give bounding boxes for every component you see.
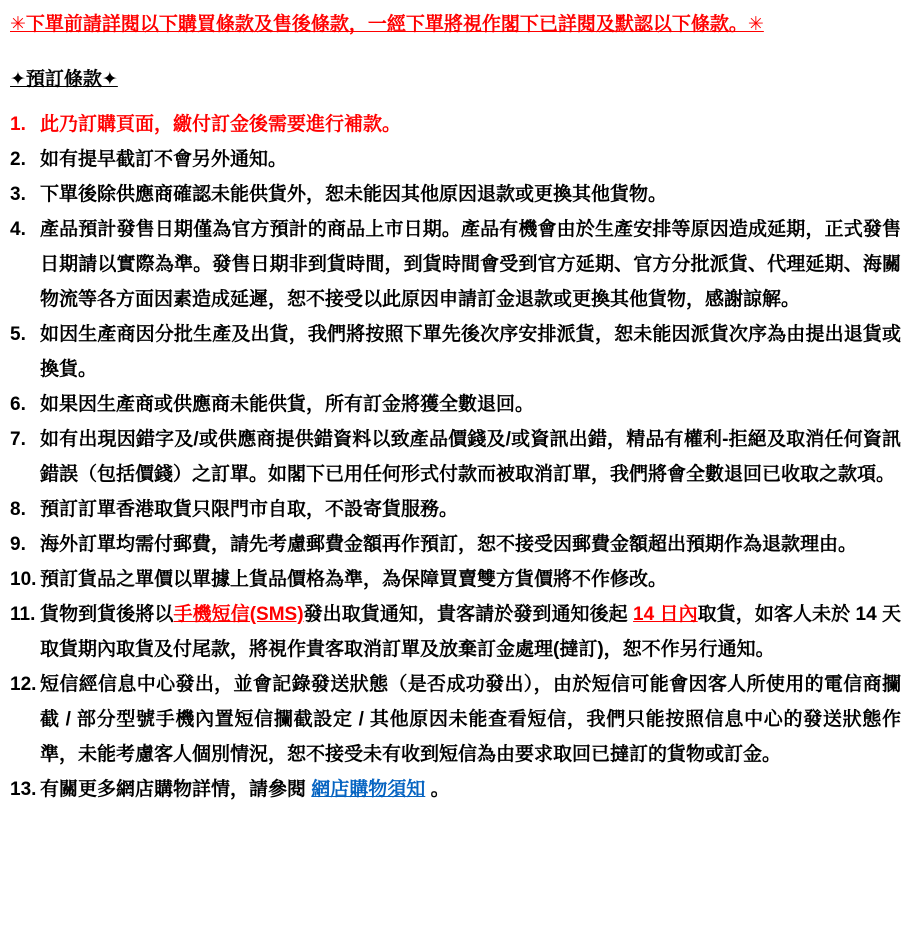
term-text-segment: 有關更多網店購物詳情，請參閱 (40, 779, 312, 800)
term-item-5 (10, 317, 901, 387)
term-item-2 (10, 142, 901, 177)
term-text-segment: 取貨，如客人未於 14 天取貨期內取貨及付尾款，將視作貴客取消訂單及放棄訂金處理(撻訂)，恕不作另行通知。 (40, 604, 901, 660)
term-text (40, 667, 901, 772)
term-item-11 (10, 597, 901, 667)
term-item-1 (10, 107, 901, 142)
term-item-12 (10, 667, 901, 772)
term-item-7 (10, 422, 901, 492)
term-item-13 (10, 772, 901, 807)
term-text (40, 422, 901, 492)
term-text (40, 387, 901, 422)
term-text (40, 527, 901, 562)
term-text-segment: 下單後除供應商確認未能供貨外，恕未能因其他原因退款或更換其他貨物。 (40, 184, 668, 205)
section-header-preorder-terms: ✦預訂條款✦ (10, 69, 118, 90)
term-number: 6. (10, 394, 26, 415)
term-text-segment: 預訂貨品之單價以單據上貨品價格為準，為保障買賣雙方貨價將不作修改。 (40, 569, 668, 590)
term-number: 4. (10, 219, 26, 240)
term-text (40, 562, 901, 597)
term-text (40, 597, 901, 667)
term-item-8 (10, 492, 901, 527)
term-text (40, 772, 901, 807)
term-item-4 (10, 212, 901, 317)
term-number: 9. (10, 534, 26, 555)
shop-notice-link[interactable]: 網店購物須知 (311, 779, 426, 800)
page-title: ✳下單前請詳閱以下購買條款及售後條款，一經下單將視作閣下已詳閱及默認以下條款。✳ (10, 14, 764, 35)
term-number: 13. (10, 779, 37, 800)
term-number: 11. (10, 604, 36, 625)
term-number: 5. (10, 324, 26, 345)
pickup-deadline-highlight: 14 日內 (633, 604, 698, 625)
term-number: 8. (10, 499, 26, 520)
term-item-9 (10, 527, 901, 562)
term-number: 1. (10, 114, 26, 135)
term-item-6 (10, 387, 901, 422)
term-text (40, 177, 901, 212)
term-text-segment: 發出取貨通知，貴客請於發到通知後起 (303, 604, 634, 625)
term-number: 12. (10, 674, 37, 695)
term-item-10 (10, 562, 901, 597)
term-text (40, 142, 901, 177)
term-text (40, 492, 901, 527)
term-text-segment: 此乃訂購頁面，繳付訂金後需要進行補款。 (40, 114, 402, 135)
term-text (40, 107, 901, 142)
term-text-segment: 如因生產商因分批生產及出貨，我們將按照下單先後次序安排派貨，恕未能因派貨次序為由提出退貨或換貨。 (40, 324, 901, 380)
term-item-3 (10, 177, 901, 212)
sms-notice-highlight: 手機短信(SMS) (173, 604, 304, 625)
term-number: 7. (10, 429, 26, 450)
term-text-segment: 產品預計發售日期僅為官方預計的商品上市日期。產品有機會由於生產安排等原因造成延期，正式發售日期請以實際為準。發售日期非到貨時間，到貨時間會受到官方延期、官方分批派貨、代理延期、海關物流等各方面因素造成延遲，恕不接受以此原因申請訂金退款或更換其他貨物，感謝諒解。 (40, 219, 901, 310)
term-text-segment: 貨物到貨後將以 (40, 604, 174, 625)
term-number: 3. (10, 184, 26, 205)
term-text-segment: 預訂訂單香港取貨只限門市自取，不設寄貨服務。 (40, 499, 459, 520)
term-text (40, 317, 901, 387)
term-text-segment: 如有出現因錯字及/或供應商提供錯資料以致產品價錢及/或資訊出錯，精品有權利-拒絕及取消任何資訊錯誤（包括價錢）之訂單。如閣下已用任何形式付款而被取消訂單，我們將會全數退回已收取之款項。 (40, 429, 901, 485)
term-text (40, 212, 901, 317)
term-number: 10. (10, 569, 37, 590)
term-text-segment: 如有提早截訂不會另外通知。 (40, 149, 288, 170)
term-number: 2. (10, 149, 26, 170)
term-text-segment: 海外訂單均需付郵費，請先考慮郵費金額再作預訂，恕不接受因郵費金額超出預期作為退款理由。 (40, 534, 858, 555)
term-text-segment: 短信經信息中心發出，並會記錄發送狀態（是否成功發出），由於短信可能會因客人所使用的電信商攔截 / 部分型號手機內置短信攔截設定 / 其他原因未能查看短信，我們只能按照信息中心的發送狀態作準，未能考慮客人個別情況，恕不接受未有收到短信為由要求取回已撻訂的貨物或訂金。 (40, 674, 901, 765)
term-text-segment: 。 (425, 779, 450, 800)
terms-list (10, 107, 901, 807)
term-text-segment: 如果因生產商或供應商未能供貨，所有訂金將獲全數退回。 (40, 394, 535, 415)
